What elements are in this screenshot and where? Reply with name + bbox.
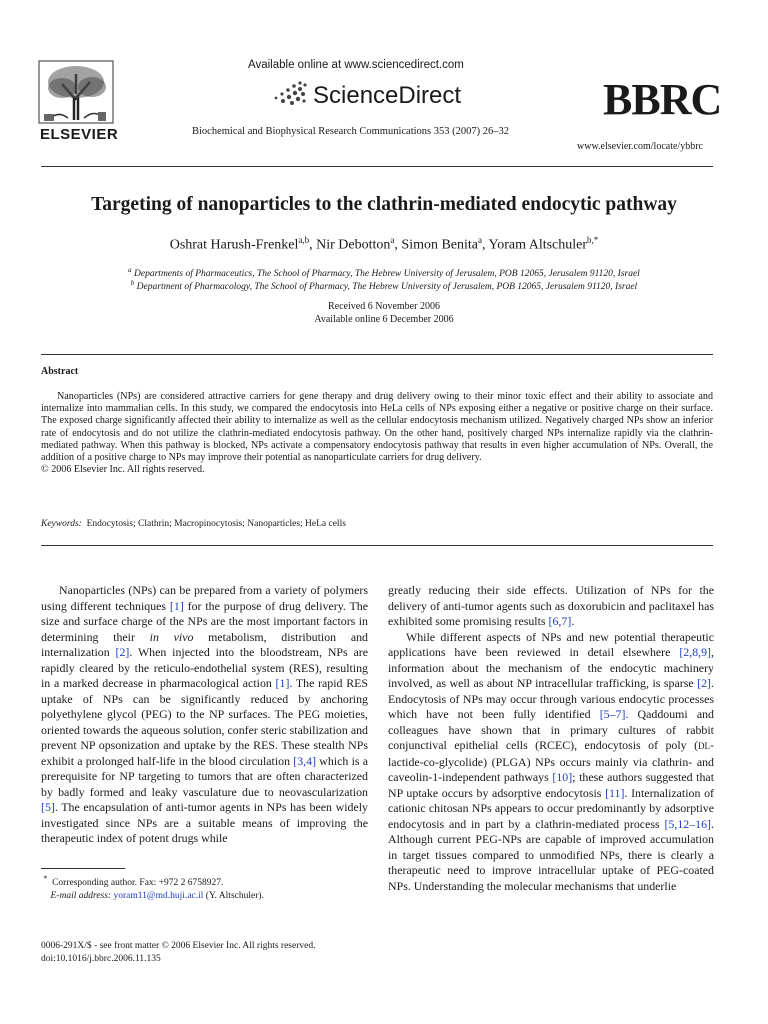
author: Simon Benita [401, 237, 479, 253]
journal-logo: BBRC [603, 75, 722, 124]
email-label: E-mail address: [50, 890, 112, 901]
author-affil-mark: b,* [587, 235, 599, 245]
journal-url[interactable]: www.elsevier.com/locate/ybbrc [577, 141, 703, 152]
abstract-bottom-rule [41, 545, 713, 546]
citation-link[interactable]: [1] [275, 676, 290, 690]
author-affil-mark: a,b [298, 235, 310, 245]
front-matter [41, 940, 315, 965]
email-link[interactable]: yoram11@md.huji.ac.il [113, 890, 204, 901]
header-rule [41, 166, 713, 167]
body-text-run: . Internalization of cationic chitosan NPs appears to occur predominantly by adsorptive endocytosis and in part by a clathrin-mediated process [388, 785, 714, 831]
body-text-run: which is a prerequisite for NP targeting to tumors that are often characterized by badly formed and leaky vasculature due to neovascularization [41, 753, 369, 799]
body-text-run: . [571, 614, 575, 628]
body-paragraph [388, 630, 714, 895]
abstract-copyright: © 2006 Elsevier Inc. All rights reserved. [41, 464, 205, 476]
body-text-run: Nanoparticles (NPs) can be prepared from a variety of polymers using different techniques [41, 583, 368, 613]
body-text-run: greatly reducing their side effects. Utilization of NPs for the delivery of anti-tumor agents such as doxorubicin and paclitaxel has exhibited some promising results [388, 583, 714, 628]
citation-link[interactable]: [2] [697, 676, 712, 690]
keywords-list: Endocytosis; Clathrin; Macropinocytosis; Nanoparticles; HeLa cells [86, 519, 346, 529]
body-text-run: in vivo [149, 629, 194, 644]
available-online-note: Available online at www.sciencedirect.com [248, 59, 464, 71]
sciencedirect-dots-logo-icon [270, 80, 310, 106]
issn-line: 0006-291X/$ - see front matter © 2006 Elsevier Inc. All rights reserved. [41, 941, 316, 951]
citation-link[interactable]: [5] [41, 800, 55, 814]
abstract-heading: Abstract [41, 366, 79, 377]
body-text-run: While different aspects of NPs and new potential therapeutic applications have been reviewed in detail elsewhere [388, 629, 714, 659]
citation-link[interactable]: [2,8,9] [679, 645, 712, 659]
author-affil-mark: a [390, 235, 395, 245]
affiliation-b: $^b$ Department of Pharmacology, The School of Pharmacy, The Hebrew University of Jerusalem, POB 12065, Jerusalem 91120, Israel [130, 279, 638, 293]
citation-link[interactable]: [3,4] [293, 753, 317, 768]
body-text-run: . Although current PEG-NPs are capable of improved accumulation in target tissues compared to unmodified NPs, there is clearly a therapeutic need to improve intracellular uptake of PEG-coated NPs. Understanding the molecular mechanisms that underlie [388, 816, 714, 893]
body-paragraph [388, 583, 714, 630]
corresponding-author-footnote: * Corresponding author. Fax: +972 2 6758927. E-mail address: yoram11@md.huji.ac.il (Y. Altschuler). [43, 874, 264, 901]
keywords-label: Keywords: [41, 519, 82, 529]
available-online-date: Available online 6 December 2006 [314, 314, 454, 325]
body-column-right [388, 583, 714, 894]
citation-link[interactable]: [5,12–16] [664, 816, 712, 831]
sciencedirect-wordmark: ScienceDirect [313, 82, 462, 109]
received-date: Received 6 November 2006 [328, 301, 440, 312]
citation-link[interactable]: [2] [115, 645, 130, 659]
citation-link[interactable]: [10] [552, 770, 573, 784]
article-title: Targeting of nanoparticles to the clathrin-mediated endocytic pathway [91, 194, 677, 215]
body-text-run: -lactide-co-glycolide) (PLGA) NPs occurs mainly via clathrin- and caveolin-1-independent pathways [388, 738, 714, 784]
journal-citation: Biochemical and Biophysical Research Communications 353 (2007) 26–32 [192, 126, 509, 137]
keywords [41, 519, 346, 529]
author-list: Oshrat Harush-Frenkel$^{a,b}$, Nir Debotton$^a$, Simon Benita$^a$, Yoram Altschuler$^{b,*}$ [169, 235, 599, 253]
citation-link[interactable]: [11] [605, 785, 625, 800]
author-affil-mark: a [478, 235, 483, 245]
author: Oshrat Harush-Frenkel [169, 237, 299, 253]
citation-link[interactable]: [5–7] [599, 707, 626, 721]
abstract-body [41, 391, 713, 476]
publisher-name: ELSEVIER [40, 126, 119, 143]
body-text-run: ; these authors suggested that NP uptake occurs by adsorptive endocytosis [388, 770, 715, 800]
doi-line: doi:10.1016/j.bbrc.2006.11.135 [41, 953, 161, 964]
body-text-run: . The rapid RES uptake of NPs can be significantly reduced by anchoring polyethylene glycol (PEG) to the NP surfaces. The PEG moieties, oriented towards the aqueous solution, confer steric stabilization and prevent NP opsonization and uptake by the RES. These stealth NPs exhibit a prolonged half-life in the blood circulation [41, 676, 369, 768]
body-text-run: metabolism, distribution and internalization [41, 629, 368, 659]
body-text-run: . Endocytosis of NPs may occur through various endocytic processes which have not been fully identified [388, 676, 714, 721]
citation-link[interactable]: [1] [169, 598, 184, 613]
body-text-run: . Qaddoumi and colleagues have shown that in primary cultures of rabbit conjunctival epithelial cells (RCEC), endocytosis of poly ( [388, 707, 714, 752]
body-text-run: . The encapsulation of anti-tumor agents in NPs has been widely investigated since NPs are a suitable means of improving the therapeutic index of potent drugs while [41, 800, 368, 845]
body-text-run: for the purpose of drug delivery. The size and surface charge of the NPs are the most important factors in determining their [41, 598, 368, 644]
body-text-run: , information about the mechanism of the endocytic machinery involved, as well as about NP intracellular trafficking, is sparse [388, 645, 714, 690]
footnote-rule [41, 868, 125, 869]
body-text-run: DL [698, 741, 711, 751]
author: Nir Debotton [316, 237, 391, 253]
abstract-text: Nanoparticles (NPs) are considered attractive carriers for gene therapy and drug delivery owing to their minor toxic effect and their ability to associate and internalize into mammalian cells. In this study, we compared the endocytosis into HeLa cells of NPs exposing either a negative or positive charge on their surface. The exposed charge significantly affected their ability to internalize as well as the cellular endocytosis mechanism utilized. Negatively charged NPs show an inferior rate of endocytosis and do not utilize the clathrin-mediated endocytosis pathway. On the other hand, positively charged NPs internalize rapidly via the clathrin-mediated pathway. When this pathway is blocked, NPs activate a compensatory endocytosis pathway that results in even higher accumulation of NPs. Overall, the addition of a positive charge to NPs may improve their potential as nanoparticulate carriers for drug delivery. [41, 391, 713, 464]
abstract-top-rule [41, 354, 713, 355]
affiliation-a: $^a$ Departments of Pharmaceutics, The School of Pharmacy, The Hebrew University of Jerusalem, POB 12065, Jerusalem 91120, Israel [128, 266, 640, 280]
body-paragraph [41, 583, 368, 847]
body-text-run: . When injected into the bloodstream, NPs are rapidly cleared by the reticulo-endothelial system (RES), resulting in a marked decrease in pharmacological action [41, 645, 368, 690]
body-column-left [41, 583, 368, 847]
citation-link[interactable]: [6,7] [548, 614, 572, 628]
author: Yoram Altschuler [488, 237, 588, 253]
